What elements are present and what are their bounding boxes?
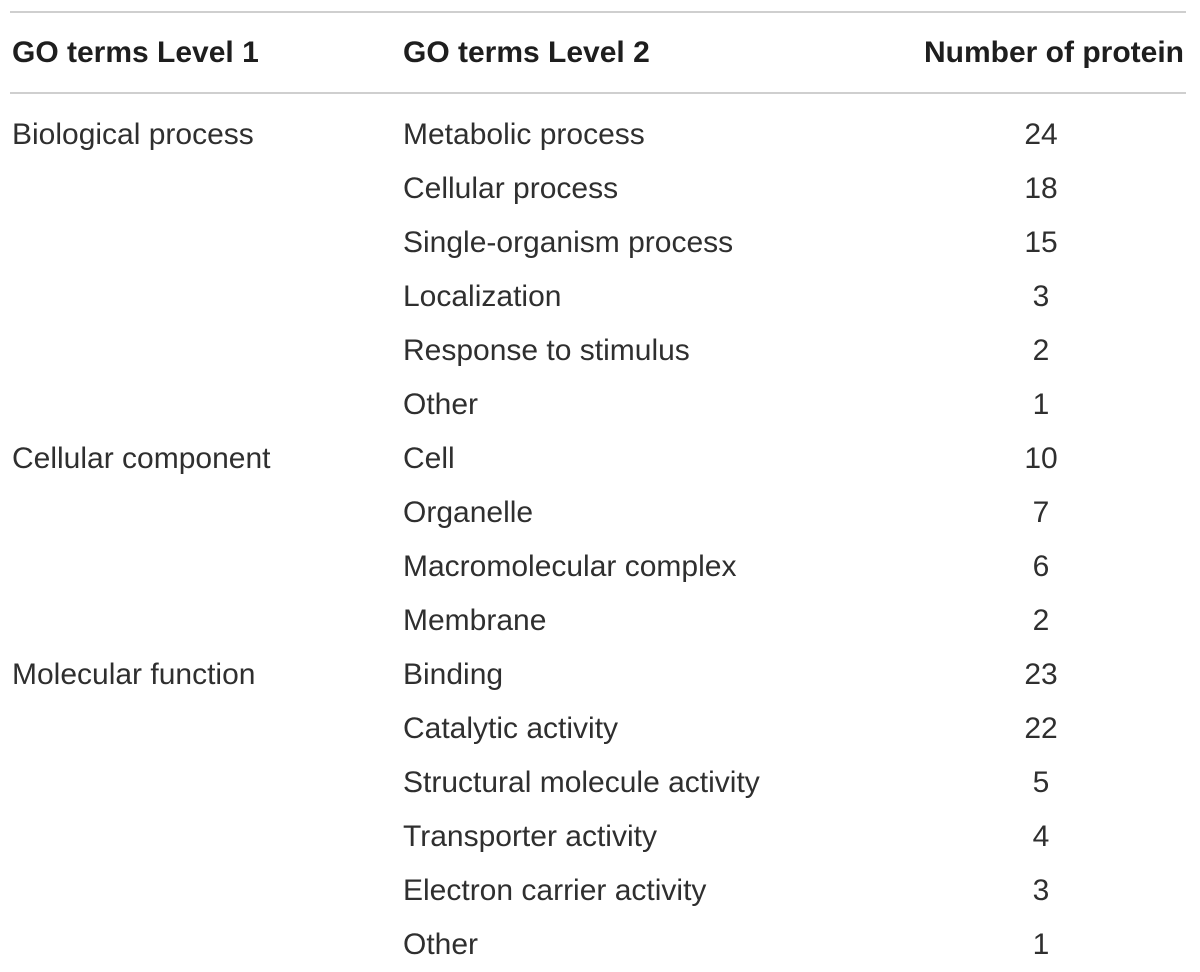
table-row bbox=[0, 864, 1200, 918]
level2-cell: Transporter activity bbox=[403, 820, 657, 853]
table-header-row bbox=[0, 28, 1200, 78]
level2-cell: Binding bbox=[403, 658, 504, 691]
level2-cell: Macromolecular complex bbox=[403, 550, 737, 583]
table-row bbox=[0, 810, 1200, 864]
table-row bbox=[0, 378, 1200, 432]
count-cell: 7 bbox=[1032, 496, 1050, 529]
table-row bbox=[0, 540, 1200, 594]
table-row bbox=[0, 594, 1200, 648]
count-cell: 3 bbox=[1032, 280, 1050, 313]
level2-cell: Single-organism process bbox=[403, 226, 734, 259]
count-cell: 2 bbox=[1032, 604, 1050, 637]
level2-cell: Structural molecule activity bbox=[403, 766, 760, 799]
header-go-level-2: GO terms Level 2 bbox=[403, 36, 650, 69]
count-cell: 2 bbox=[1032, 334, 1050, 367]
table-row bbox=[0, 324, 1200, 378]
level2-cell: Electron carrier activity bbox=[403, 874, 707, 907]
level2-cell: Cellular process bbox=[403, 172, 619, 205]
level1-cell: Molecular function bbox=[12, 658, 256, 691]
header-number-of-protein: Number of protein bbox=[924, 36, 1184, 69]
level2-cell: Metabolic process bbox=[403, 118, 645, 151]
table-row bbox=[0, 162, 1200, 216]
table-row bbox=[0, 432, 1200, 486]
count-cell: 15 bbox=[1024, 226, 1058, 259]
table-row bbox=[0, 108, 1200, 162]
table-row bbox=[0, 270, 1200, 324]
count-cell: 3 bbox=[1032, 874, 1050, 907]
level1-cell: Cellular component bbox=[12, 442, 271, 475]
count-cell: 10 bbox=[1024, 442, 1058, 475]
level2-cell: Organelle bbox=[403, 496, 534, 529]
level2-cell: Response to stimulus bbox=[403, 334, 690, 367]
count-cell: 1 bbox=[1032, 388, 1050, 421]
count-cell: 5 bbox=[1032, 766, 1050, 799]
level2-cell: Other bbox=[403, 388, 479, 421]
count-cell: 18 bbox=[1024, 172, 1058, 205]
count-cell: 6 bbox=[1032, 550, 1050, 583]
table-row bbox=[0, 648, 1200, 702]
count-cell: 1 bbox=[1032, 928, 1050, 961]
table-row bbox=[0, 918, 1200, 972]
table-body bbox=[0, 108, 1200, 972]
table-row bbox=[0, 756, 1200, 810]
table-row bbox=[0, 216, 1200, 270]
count-cell: 22 bbox=[1024, 712, 1058, 745]
count-cell: 23 bbox=[1024, 658, 1058, 691]
level1-cell: Biological process bbox=[12, 118, 254, 151]
level2-cell: Other bbox=[403, 928, 479, 961]
level2-cell: Membrane bbox=[403, 604, 547, 637]
level2-cell: Catalytic activity bbox=[403, 712, 619, 745]
table-row bbox=[0, 486, 1200, 540]
table-top-rule bbox=[10, 11, 1186, 13]
table-header-rule bbox=[10, 92, 1186, 94]
table-row bbox=[0, 702, 1200, 756]
level2-cell: Localization bbox=[403, 280, 562, 313]
count-cell: 4 bbox=[1032, 820, 1050, 853]
header-go-level-1: GO terms Level 1 bbox=[12, 36, 259, 69]
count-cell: 24 bbox=[1024, 118, 1058, 151]
level2-cell: Cell bbox=[403, 442, 455, 475]
